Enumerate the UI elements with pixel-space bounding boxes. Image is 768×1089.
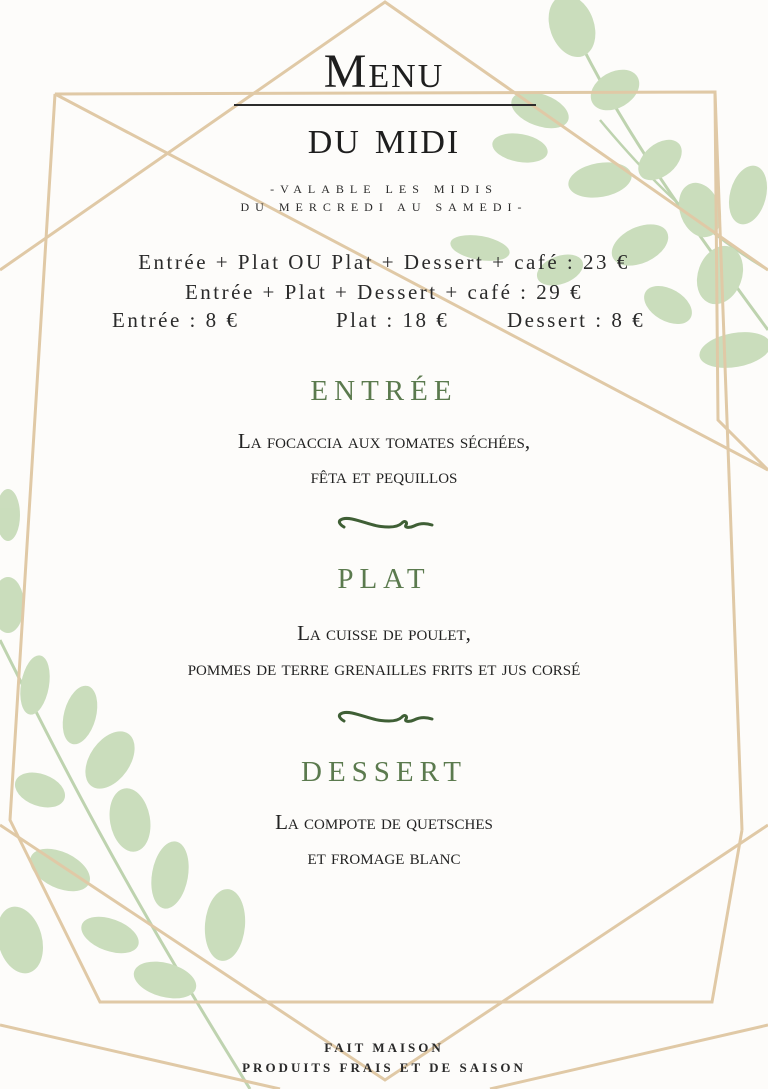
title-divider	[234, 104, 536, 106]
dish-plat	[0, 616, 768, 686]
footer-fresh-seasonal: PRODUITS FRAIS ET DE SAISON	[242, 1060, 526, 1075]
formula-29: Entrée + Plat + Dessert + café : 29 €	[184, 280, 583, 304]
validity-line2: DU MERCREDI AU SAMEDI-	[240, 200, 528, 214]
section-title-entree: ENTRÉE	[310, 375, 458, 407]
dish-entree-line2: fêta et pequillos	[310, 464, 458, 488]
menu-title-line1: Menu	[323, 45, 445, 98]
price-entree: Entrée : 8 €	[112, 308, 240, 332]
formula-23: Entrée + Plat OU Plat + Dessert + café : 23 €	[138, 250, 630, 274]
dish-entree	[0, 424, 768, 494]
dish-dessert-line1: La compote de quetsches	[275, 810, 493, 834]
section-title-dessert: DESSERT	[301, 756, 467, 788]
menu-title-line2: du midi	[307, 111, 461, 164]
footer	[0, 1038, 768, 1078]
price-formulas	[0, 247, 768, 307]
dish-plat-line2: pommes de terre grenailles frits et jus corsé	[187, 656, 581, 680]
footer-homemade: FAIT MAISON	[324, 1040, 444, 1055]
validity-notice	[0, 180, 768, 216]
dish-dessert	[0, 805, 768, 875]
dish-entree-line1: La focaccia aux tomates séchées,	[237, 429, 531, 453]
price-plat: Plat : 18 €	[336, 308, 450, 332]
swirl-divider-1	[334, 515, 434, 535]
price-dessert: Dessert : 8 €	[507, 308, 646, 332]
dish-dessert-line2: et fromage blanc	[307, 845, 461, 869]
validity-line1: -VALABLE LES MIDIS	[270, 182, 498, 196]
section-title-plat: PLAT	[337, 563, 431, 595]
swirl-divider-2	[334, 709, 434, 729]
dish-plat-line1: La cuisse de poulet,	[297, 621, 471, 645]
